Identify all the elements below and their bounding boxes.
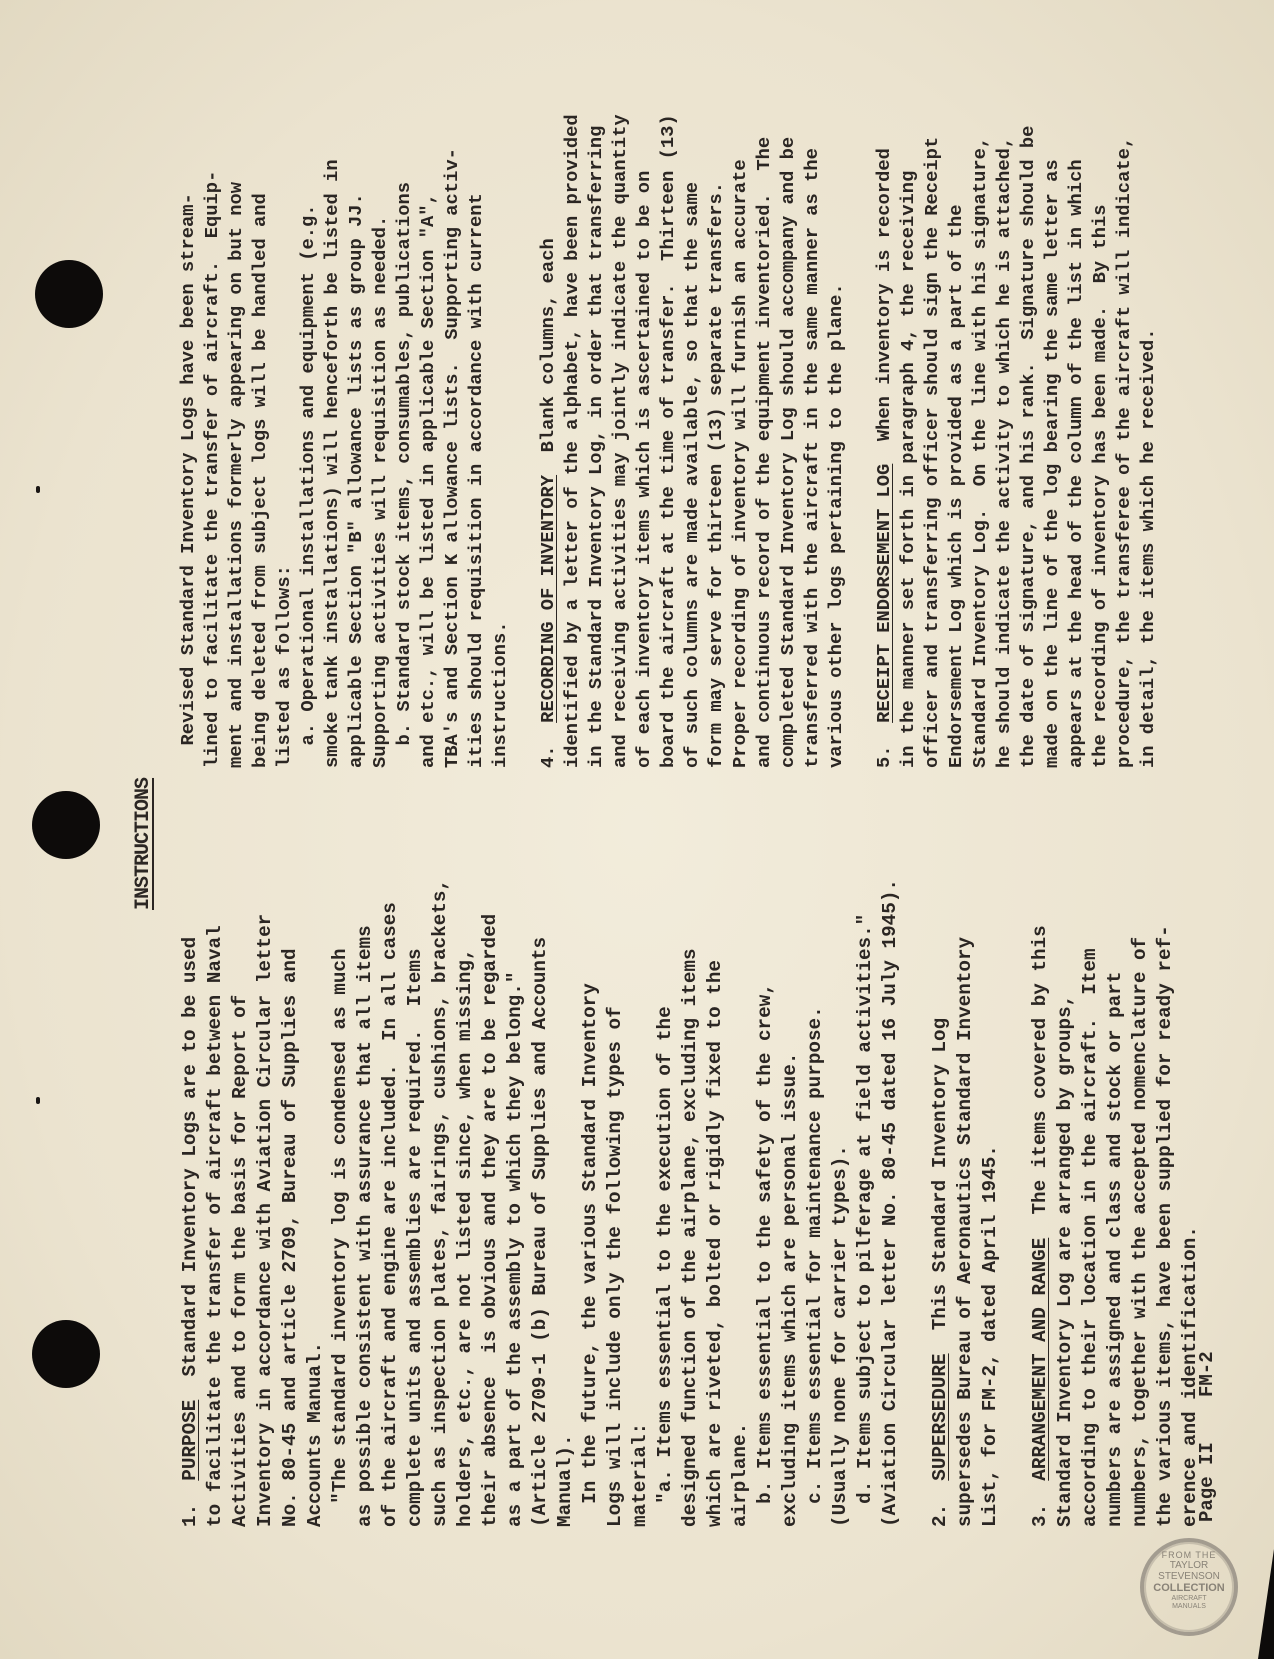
text-line: in the Standard Inventory Log, in order that transferring [585,125,607,768]
text-line: (Article 2709-1 (b) Bureau of Supplies and Accounts [529,936,551,1527]
text-line: appears at the head of the column of the list in which [1065,159,1087,768]
paragraph-lead: This Standard Inventory Log [929,1017,951,1354]
section-heading: RECEIPT ENDORSEMENT LOG [873,463,895,723]
text-line: c. Items essential for maintenance purpose. [804,1006,826,1527]
paragraph-body [176,114,512,768]
section-heading: ARRANGEMENT AND RANGE [1029,1237,1051,1481]
paragraph-heading-line [1028,879,1053,1527]
paragraph-number: 2. [929,1503,951,1527]
text-line: complete units and assemblies are required. Items [404,948,426,1527]
text-line: In the future, the various Standard Inventory [579,983,601,1527]
paragraph-lead: When inventory is recorded [873,148,895,464]
paragraph-intro [176,114,512,768]
text-line: of each inventory items which is ascertained to be on [633,170,655,768]
right-column [176,114,1160,768]
text-line: instructions. [489,621,511,768]
paragraph-number: 1. [179,1503,201,1527]
text-line: Manual). [554,1434,576,1527]
text-line: (Usually none for carrier types). [829,1145,851,1527]
text-line: numbers, together with the accepted nomenclature of [1129,936,1151,1527]
paragraph-recording [536,114,848,768]
text-line: the various items, have been supplied for ready ref- [1154,925,1176,1527]
paragraph-lead: Standard Inventory Logs are to be used [179,936,201,1400]
paragraph-heading-line [872,114,896,768]
text-line: identified by a letter of the alphabet, have been provided [561,114,583,768]
paragraph-body [203,879,903,1527]
text-line: Proper recording of inventory will furnish an accurate [729,159,751,768]
paragraph-heading-line [536,114,560,768]
text-line: various other logs pertaining to the plane. [825,283,847,768]
text-line: in detail, the items which he received. [1137,328,1159,768]
text-line: being deleted from subject logs will be handled and [249,193,271,768]
paragraph-supersedure [928,879,1003,1527]
paragraph-number: 4. [537,745,559,768]
text-line: designed function of the airplane, excluding items [679,948,701,1527]
paragraph-purpose [178,879,903,1527]
text-line: as possible consistent with assurance that all items [354,925,376,1527]
paragraph-number: 5. [873,745,895,768]
text-line: and etc., will be listed in applicable Section "A", [417,193,439,768]
text-line: procedure, the transferee of the aircraft will indicate, [1113,136,1135,768]
text-line: form may serve for thirteen (13) separate transfers. [705,181,727,768]
stamp-text: AIRCRAFT [1171,1595,1207,1602]
text-line: listed as follows: [273,565,295,768]
text-line: applicable Section "B" allowance lists as group JJ. [345,193,367,768]
text-line: Revised Standard Inventory Logs have been stream- [177,193,199,768]
text-line: board the aircraft at the time of transfer. Thirteen (13) [657,114,679,768]
form-number: FM-2 [1196,1351,1218,1397]
stamp-text: COLLECTION [1153,1582,1225,1594]
text-line: of the aircraft and engine are included. In all cases [379,902,401,1527]
text-line: the date of signature, and his rank. Signature should be [1017,125,1039,768]
section-heading: RECORDING OF INVENTORY [537,474,559,723]
text-line: "a. Items essential to the execution of the [654,1006,676,1527]
text-line: Standard Inventory Log. On the line with his signature, [969,136,991,768]
stamp-text: STEVENSON [1158,1571,1220,1582]
paragraph-receipt [872,114,1160,768]
text-line: ities should requisition in accordance with current [465,193,487,768]
paragraph-heading-line [178,879,203,1527]
section-heading: SUPERSEDURE [929,1353,951,1481]
text-line: airplane. [729,1422,751,1527]
text-line: such as inspection plates, fairings, cushions, brackets, [429,879,451,1527]
text-line: which are riveted, bolted or rigidly fixed to the [704,960,726,1527]
text-line: numbers are assigned and class and stock or part [1104,971,1126,1527]
page-title: INSTRUCTIONS [132,777,155,910]
text-line: he should indicate the activity to which he is attached, [993,136,1015,768]
paragraph-body [953,879,1003,1527]
text-line: TBA's and Section K allowance lists. Supporting activ- [441,148,463,768]
text-line: (Aviation Circular letter No. 80-45 dated 16 July 1945). [879,879,901,1527]
paragraph-lead: The items covered by this [1029,925,1051,1238]
text-line: lined to facilitate the transfer of aircraft. Equip- [201,170,223,768]
text-line: Activities and to form the basis for Report of [229,994,251,1527]
text-line: Accounts Manual. [304,1341,326,1527]
stamp-text: FROM THE [1161,1550,1217,1560]
paragraph-number: 3. [1029,1503,1051,1527]
text-line: ment and installations formerly appearing on but now [225,181,247,768]
text-line: Inventory in accordance with Aviation Circular letter [254,913,276,1527]
text-line: smoke tank installations) will henceforth be listed in [321,159,343,768]
page-number: Page II [1196,1442,1218,1522]
text-line: and continuous record of the equipment inventoried. The [753,136,775,768]
text-line: Standard Inventory Log are arranged by groups, [1054,994,1076,1527]
text-line: completed Standard Inventory Log should accompany and be [777,136,799,768]
text-line: a. Operational installations and equipment (e.g. [297,204,319,768]
text-line: according to their location in the aircraft. Item [1079,948,1101,1527]
text-line: material: [629,1422,651,1527]
paragraph-body [1053,879,1203,1527]
text-line: b. Items essential to the safety of the crew, [754,983,776,1527]
text-line: d. Items subject to pilferage at field activities." [854,913,876,1527]
text-line: officer and transferring officer should sign the Receipt [921,136,943,768]
text-line: the recording of inventory has been made. By this [1089,204,1111,768]
paragraph-body [560,114,848,768]
text-line: erence and identification. [1179,1226,1201,1527]
left-column [178,879,1203,1527]
text-line: Supporting activities will requisition as needed. [369,215,391,768]
paragraph-lead: Blank columns, each [537,238,559,475]
text-line: excluding items which are personal issue. [779,1052,801,1527]
text-line: as a part of the assembly to which they belong." [504,971,526,1527]
text-line: of such columns are made available, so that the same [681,181,703,768]
section-heading: PURPOSE [179,1399,201,1481]
text-line: their absence is obvious and they are to be regarded [479,913,501,1527]
text-line: No. 80-45 and article 2709, Bureau of Supplies and [279,948,301,1527]
text-line: made on the line of the log bearing the same letter as [1041,159,1063,768]
text-line: and receiving activities may jointly indicate the quantity [609,114,631,768]
text-line: to facilitate the transfer of aircraft between Naval [204,925,226,1527]
paragraph-heading-line [928,879,953,1527]
text-line: supersedes Bureau of Aeronautics Standard Inventory [954,936,976,1527]
stamp-text: MANUALS [1172,1603,1206,1610]
text-line: "The standard inventory log is condensed as much [329,948,351,1527]
text-line: in the manner set forth in paragraph 4, the receiving [897,170,919,768]
text-line: Endorsement Log which is provided as a part of the [945,204,967,768]
text-line: List, for FM-2, dated April 1945. [979,1145,1001,1527]
paragraph-arrangement [1028,879,1203,1527]
text-line: holders, etc., are not listed since, when missing, [454,948,476,1527]
text-line: b. Standard stock items, consumables, publications [393,181,415,768]
paragraph-body [896,114,1160,768]
stamp-text: TAYLOR [1169,1560,1209,1571]
text-line: Logs will include only the following types of [604,1006,626,1527]
text-line: transferred with the aircraft in the same manner as the [801,148,823,768]
